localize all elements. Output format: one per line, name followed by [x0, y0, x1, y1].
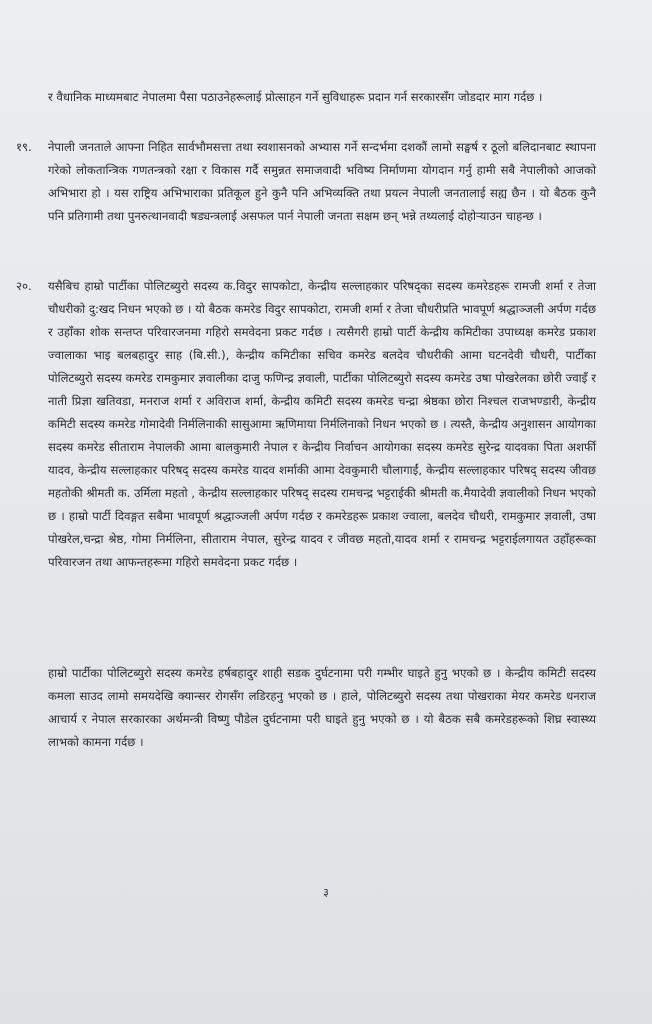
note-text: हाम्रो पार्टीका पोलिटब्युरो सदस्य कमरेड हर्षबहादुर शाही सडक दुर्घटनामा परी गम्भीर घाइते हुनु भएको छ । केन्द्रीय कमिटी सदस्य कमला साउद लामो समयदेखि क्यान्सर रोगसँग लडिरहनु भएको छ । हाले, पोलिटब्युरो सदस्य तथा पोखराका मेयर कमरेड धनराज आचार्य र नेपाल सरकारका अर्थमन्त्री विष्णु पौडेल दुर्घटनामा परी घाइते हुनु भएको छ । यो बैठक सबै कमरेडहरूको शिघ्र स्वास्थ्य लाभको कामना गर्दछ । — [48, 666, 596, 749]
paragraph-number: २०. — [16, 279, 32, 293]
paragraph-number: १९. — [16, 140, 32, 154]
health-note-paragraph — [48, 662, 596, 754]
page-number: ३ — [323, 886, 329, 899]
intro-text: र वैधानिक माध्यमबाट नेपालमा पैसा पठाउनेहरूलाई प्रोत्साहन गर्ने सुविधाहरू प्रदान गर्न सरकारसँग जोडदार माग गर्दछ । — [48, 90, 543, 104]
paragraph-20 — [16, 275, 596, 574]
paragraph-text: नेपाली जनताले आफ्ना निहित सार्वभौमसत्ता तथा स्वशासनको अभ्यास गर्ने सन्दर्भमा दशकौं लामो सङ्घर्ष र ठूलो बलिदानबाट स्थापना गरेको लोकतान्त्रिक गणतन्त्रको रक्षा र विकास गर्दै समुन्नत समाजवादी भविष्य निर्माणमा योगदान गर्नु हामी सबै नेपालीको आजको अभिभारा हो । यस राष्ट्रिय अभिभाराका प्रतिकूल हुने कुनै पनि अभिव्यक्ति तथा प्रयत्न नेपाली जनतालाई सह्य छैन । यो बैठक कुनै पनि प्रतिगामी तथा पुनरुत्थानवादी षड्यन्त्रलाई असफल पार्न नेपाली जनता सक्षम छन् भन्ने तथ्यलाई दोहोऱ्याउन चाहन्छ । — [48, 140, 596, 223]
intro-paragraph — [48, 86, 596, 109]
paragraph-19 — [16, 136, 596, 228]
paragraph-text: यसैबिच हाम्रो पार्टीका पोलिटब्युरो सदस्य क.विदुर सापकोटा, केन्द्रीय सल्लाहकार परिषद्का सदस्य कमरेडहरू रामजी शर्मा र तेजा चौधरीको दु:खद निधन भएको छ । यो बैठक कमरेड विदुर सापकोटा, रामजी शर्मा र तेजा चौधरीप्रति भावपूर्ण श्रद्धाञ्जली अर्पण गर्दछ र उहाँका शोक सन्तप्त परिवारजनमा गहिरो समवेदना प्रकट गर्दछ । त्यसैगरी हाम्रो पार्टी केन्द्रीय कमिटीका उपाध्यक्ष कमरेड प्रकाश ज्वालाका भाइ बलबहादुर साह (बि.सी.), केन्द्रीय कमिटीका सचिव कमरेड बलदेव चौधरीकी आमा घटनदेवी चौधरी, पार्टीका पोलिटब्युरो सदस्य कमरेड रामकुमार ज्ञवालीका दाजु फणिन्द्र ज्ञवाली, पार्टीका पोलिटब्युरो सदस्य कमरेड उषा पोखरेलका छोरी ज्वाइँ र नाती प्रिज्ञा खतिवडा, मनराज शर्मा र अविराज शर्मा, केन्द्रीय कमिटी सदस्य कमरेड चन्द्रा श्रेष्ठका छोरा निश्चल राजभण्डारी, केन्द्रीय कमिटी सदस्य कमरेड गोमादेवी निर्मलिनाकी सासुआमा ऋणिमाया निर्मलिनाको निधन भएको छ । त्यस्तै, केन्द्रीय अनुशासन आयोगका सदस्य कमरेड सीताराम नेपालकी आमा बालकुमारी नेपाल र केन्द्रीय निर्वाचन आयोगका सदस्य कमरेड सुरेन्द्र यादवका पिता अशर्फी यादव, केन्द्रीय सल्लाहकार परिषद् सदस्य कमरेड यादव शर्माकी आमा देवकुमारी चौलागाईं, केन्द्रीय सल्लाहकार परिषद् सदस्य जीवछ महतोकी श्रीमती क. उर्मिला महतो , केन्द्रीय सल्लाहकार परिषद् सदस्य रामचन्द्र भट्टराईकी श्रीमती क.मैयादेवी ज्ञवालीको निधन भएको छ । हाम्रो पार्टी दिवङ्गत सबैमा भावपूर्ण श्रद्धाञ्जली अर्पण गर्दछ र कमरेडहरू प्रकाश ज्वाला, बलदेव चौधरी, रामकुमार ज्ञवाली, उषा पोखरेल,चन्द्रा श्रेष्ठ, गोमा निर्मलिना, सीताराम नेपाल, सुरेन्द्र यादव र जीवछ महतो,यादव शर्मा र रामचन्द्र भट्टराईलगायत उहाँहरूका परिवारजन तथा आफन्तहरूमा गहिरो समवेदना प्रकट गर्दछ । — [48, 279, 596, 569]
